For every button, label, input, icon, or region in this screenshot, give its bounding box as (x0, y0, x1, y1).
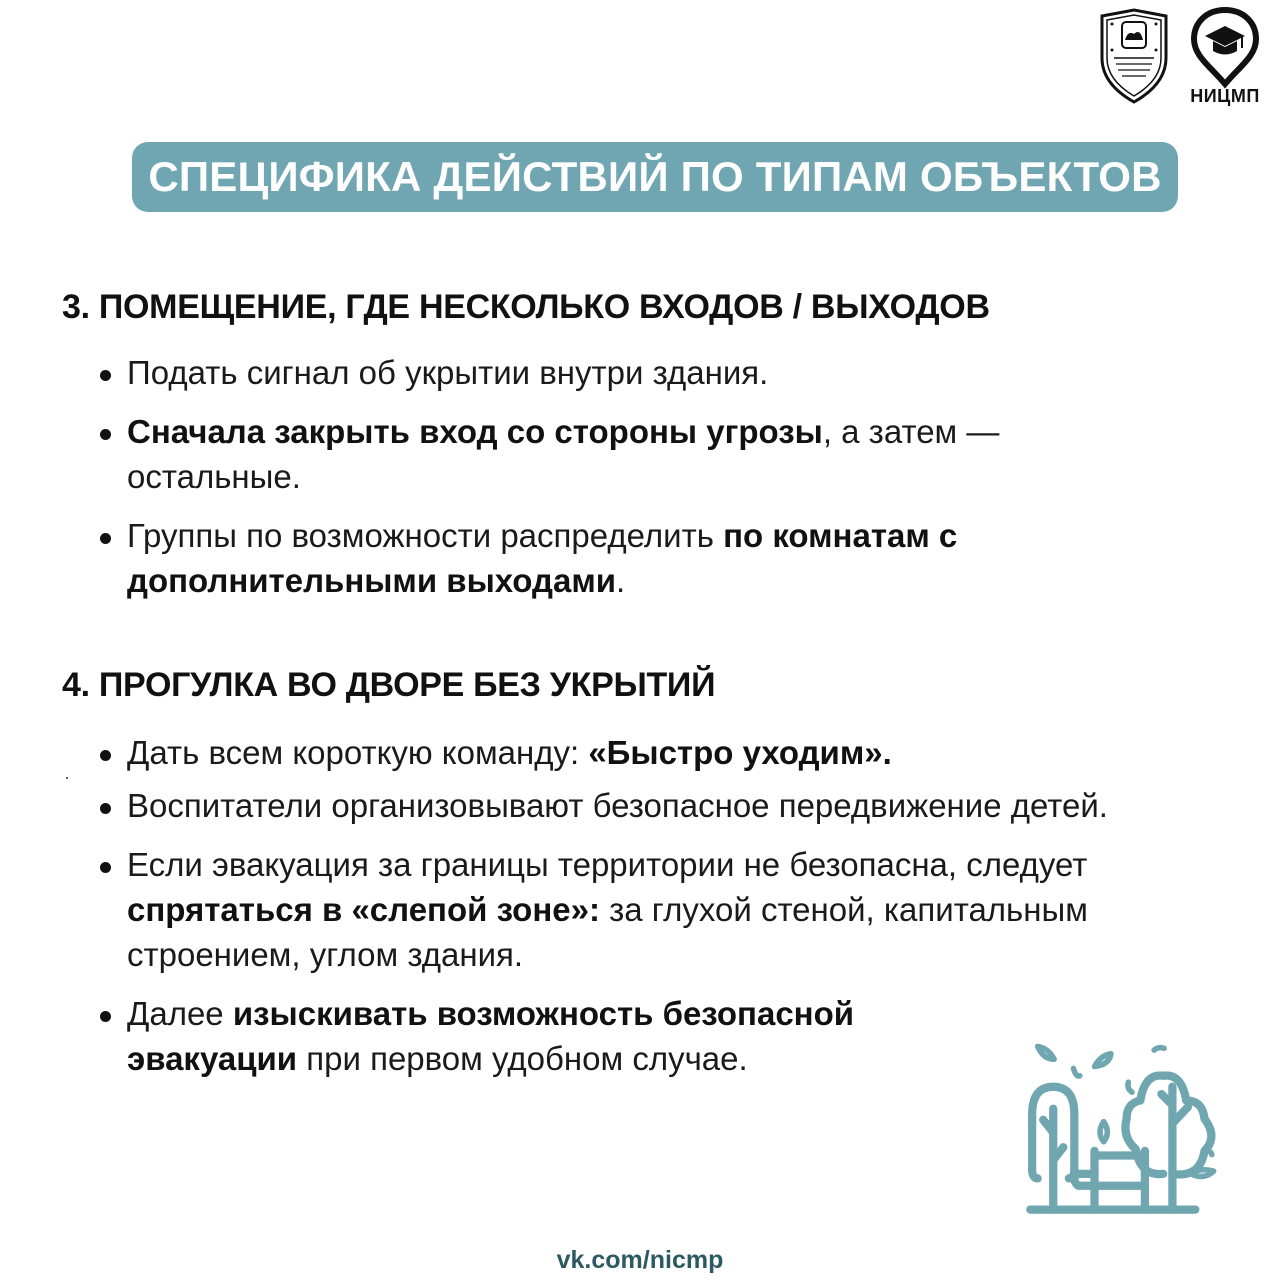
section-heading-4: 4. ПРОГУЛКА ВО ДВОРЕ БЕЗ УКРЫТИЙ (62, 666, 716, 704)
list-item (96, 783, 1176, 828)
shield-emblem-icon (1094, 6, 1174, 106)
item-text: Воспитатели организовывают безопасное передвижение детей. (127, 787, 1108, 824)
footer-vk-link[interactable]: vk.com/nicmp (556, 1246, 724, 1274)
item-text-bold: Сначала закрыть вход со стороны угрозы (127, 413, 823, 450)
logos (1094, 6, 1274, 106)
list-item (96, 350, 1176, 395)
item-text: за глухой стеной, капитальным строением, углом здания. (127, 891, 1088, 973)
title-banner (132, 142, 1178, 212)
park-trees-bench-icon (1012, 1028, 1232, 1228)
list-item (96, 409, 1176, 499)
list-item (96, 991, 956, 1081)
item-text: Дать всем короткую команду: (127, 734, 589, 771)
list-item (96, 513, 1176, 603)
list-item (96, 730, 1176, 775)
stray-dot (66, 777, 68, 779)
item-text: Далее (127, 995, 233, 1032)
page-title: СПЕЦИФИКА ДЕЙСТВИЙ ПО ТИПАМ ОБЪЕКТОВ (148, 153, 1162, 200)
section-heading-3: 3. ПОМЕЩЕНИЕ, ГДЕ НЕСКОЛЬКО ВХОДОВ / ВЫХОДОВ (62, 288, 990, 326)
nicmp-logo-text: НИЦМП (1190, 86, 1260, 106)
list-item (96, 842, 1106, 977)
section-3-list (96, 350, 1176, 603)
item-text-bold: «Быстро уходим». (588, 734, 892, 771)
item-text-bold: по комнатам с дополнительными выходами (127, 517, 958, 599)
item-text: , а затем — остальные. (127, 413, 1000, 495)
item-text-bold: спрятаться в «слепой зоне»: (127, 891, 600, 928)
item-text: при первом удобном случае. (297, 1040, 748, 1077)
item-text: Подать сигнал об укрытии внутри здания. (127, 354, 769, 391)
item-text-bold: изыскивать возможность безопасной эвакуации (127, 995, 855, 1077)
item-text: Группы по возможности распределить (127, 517, 724, 554)
item-text: . (616, 562, 626, 599)
item-text: Если эвакуация за границы территории не безопасна, следует (127, 846, 1088, 883)
